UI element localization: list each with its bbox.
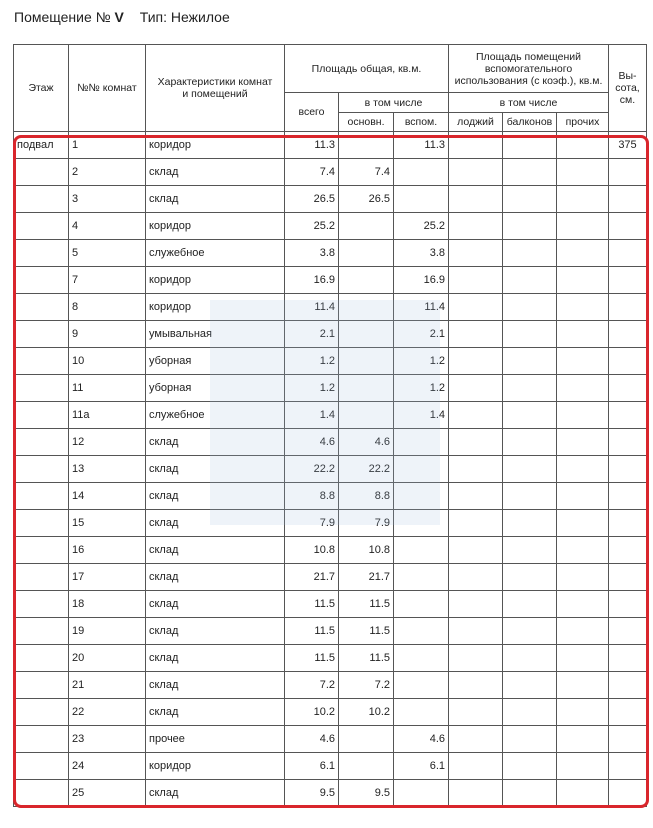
balconies-cell	[503, 159, 557, 186]
area-main-cell	[339, 267, 394, 294]
loggias-cell	[449, 780, 503, 807]
area-total-cell: 21.7	[285, 564, 339, 591]
floor-cell: подвал	[14, 132, 69, 159]
room-description-cell: коридор	[146, 132, 285, 159]
room-description-cell: склад	[146, 483, 285, 510]
area-aux-cell: 16.9	[394, 267, 449, 294]
table-row	[14, 159, 647, 186]
balconies-cell	[503, 537, 557, 564]
other-cell	[557, 321, 609, 348]
height-cell	[609, 348, 647, 375]
rooms-table	[13, 44, 647, 807]
loggias-cell	[449, 753, 503, 780]
other-cell	[557, 753, 609, 780]
loggias-cell	[449, 699, 503, 726]
balconies-cell	[503, 240, 557, 267]
area-main-cell: 9.5	[339, 780, 394, 807]
col-room-no-header: №№ комнат	[69, 45, 146, 132]
area-total-cell: 8.8	[285, 483, 339, 510]
loggias-cell	[449, 483, 503, 510]
area-total-cell: 25.2	[285, 213, 339, 240]
area-total-cell: 10.8	[285, 537, 339, 564]
other-cell	[557, 483, 609, 510]
area-aux-cell: 3.8	[394, 240, 449, 267]
table-row	[14, 483, 647, 510]
balconies-cell	[503, 321, 557, 348]
table-row	[14, 645, 647, 672]
area-main-cell: 4.6	[339, 429, 394, 456]
area-total-cell: 1.2	[285, 348, 339, 375]
area-main-cell: 8.8	[339, 483, 394, 510]
height-cell	[609, 780, 647, 807]
height-cell	[609, 591, 647, 618]
room-description-cell: склад	[146, 699, 285, 726]
area-total-cell: 22.2	[285, 456, 339, 483]
area-total-cell: 11.5	[285, 591, 339, 618]
area-total-cell: 6.1	[285, 753, 339, 780]
loggias-cell	[449, 294, 503, 321]
balconies-cell	[503, 375, 557, 402]
height-cell	[609, 699, 647, 726]
rooms-table-body	[14, 132, 647, 807]
area-aux-cell	[394, 510, 449, 537]
loggias-cell	[449, 510, 503, 537]
table-row	[14, 753, 647, 780]
other-cell	[557, 132, 609, 159]
room-description-cell: уборная	[146, 348, 285, 375]
area-main-cell	[339, 132, 394, 159]
other-cell	[557, 456, 609, 483]
table-row	[14, 618, 647, 645]
height-cell	[609, 267, 647, 294]
area-aux-cell: 11.4	[394, 294, 449, 321]
area-main-cell: 10.8	[339, 537, 394, 564]
other-cell	[557, 618, 609, 645]
height-cell	[609, 402, 647, 429]
area-main-cell: 7.4	[339, 159, 394, 186]
area-total-cell: 7.9	[285, 510, 339, 537]
other-cell	[557, 348, 609, 375]
loggias-cell	[449, 456, 503, 483]
table-row	[14, 240, 647, 267]
floor-cell	[14, 321, 69, 348]
area-main-cell	[339, 348, 394, 375]
area-aux-cell: 6.1	[394, 753, 449, 780]
col-main-header: основн.	[339, 113, 394, 132]
table-row	[14, 456, 647, 483]
area-main-cell	[339, 240, 394, 267]
room-description-cell: склад	[146, 591, 285, 618]
balconies-cell	[503, 618, 557, 645]
room-number-cell: 11	[69, 375, 146, 402]
room-number-cell: 15	[69, 510, 146, 537]
room-number-cell: 21	[69, 672, 146, 699]
area-main-cell: 7.2	[339, 672, 394, 699]
room-number-cell: 24	[69, 753, 146, 780]
other-cell	[557, 672, 609, 699]
area-aux-cell	[394, 429, 449, 456]
area-main-cell: 21.7	[339, 564, 394, 591]
room-number-cell: 3	[69, 186, 146, 213]
area-total-cell: 7.2	[285, 672, 339, 699]
area-aux-cell	[394, 618, 449, 645]
area-aux-cell: 2.1	[394, 321, 449, 348]
room-number-cell: 13	[69, 456, 146, 483]
height-cell	[609, 753, 647, 780]
other-cell	[557, 645, 609, 672]
floor-cell	[14, 510, 69, 537]
balconies-cell	[503, 483, 557, 510]
area-main-cell	[339, 294, 394, 321]
area-main-cell: 26.5	[339, 186, 394, 213]
balconies-cell	[503, 294, 557, 321]
area-total-cell: 11.5	[285, 618, 339, 645]
other-cell	[557, 375, 609, 402]
room-number-cell: 14	[69, 483, 146, 510]
area-total-cell: 3.8	[285, 240, 339, 267]
area-main-cell: 7.9	[339, 510, 394, 537]
height-cell	[609, 537, 647, 564]
floor-cell	[14, 429, 69, 456]
area-total-cell: 1.2	[285, 375, 339, 402]
height-cell	[609, 294, 647, 321]
height-cell	[609, 240, 647, 267]
area-aux-cell: 1.2	[394, 375, 449, 402]
room-description-cell: склад	[146, 510, 285, 537]
loggias-cell	[449, 240, 503, 267]
area-main-cell: 11.5	[339, 618, 394, 645]
room-number-cell: 11а	[69, 402, 146, 429]
document-title	[14, 9, 230, 25]
other-cell	[557, 186, 609, 213]
balconies-cell	[503, 564, 557, 591]
floor-cell	[14, 645, 69, 672]
area-main-cell: 11.5	[339, 591, 394, 618]
loggias-cell	[449, 159, 503, 186]
col-aux-area-header: Площадь помещений вспомогательного использования (с коэф.), кв.м.	[449, 45, 609, 93]
area-total-cell: 9.5	[285, 780, 339, 807]
height-cell	[609, 321, 647, 348]
col-height-header: Вы-сота, см.	[609, 45, 647, 132]
area-main-cell: 10.2	[339, 699, 394, 726]
table-row	[14, 375, 647, 402]
area-aux-cell	[394, 483, 449, 510]
balconies-cell	[503, 510, 557, 537]
height-cell	[609, 456, 647, 483]
balconies-cell	[503, 645, 557, 672]
room-description-cell: коридор	[146, 213, 285, 240]
table-row	[14, 591, 647, 618]
height-cell	[609, 375, 647, 402]
table-row	[14, 726, 647, 753]
table-row	[14, 429, 647, 456]
loggias-cell	[449, 186, 503, 213]
other-cell	[557, 402, 609, 429]
room-description-cell: склад	[146, 564, 285, 591]
table-row	[14, 294, 647, 321]
room-number-cell: 25	[69, 780, 146, 807]
area-aux-cell: 4.6	[394, 726, 449, 753]
area-total-cell: 4.6	[285, 429, 339, 456]
height-cell	[609, 213, 647, 240]
floor-cell	[14, 672, 69, 699]
col-balconies-header: балконов	[503, 113, 557, 132]
area-main-cell: 22.2	[339, 456, 394, 483]
area-total-cell: 7.4	[285, 159, 339, 186]
balconies-cell	[503, 267, 557, 294]
balconies-cell	[503, 780, 557, 807]
room-description-cell: уборная	[146, 375, 285, 402]
other-cell	[557, 510, 609, 537]
room-description-cell: склад	[146, 618, 285, 645]
room-number-cell: 5	[69, 240, 146, 267]
table-row	[14, 564, 647, 591]
table-row	[14, 699, 647, 726]
loggias-cell	[449, 213, 503, 240]
room-number-cell: 18	[69, 591, 146, 618]
col-loggias-header: лоджий	[449, 113, 503, 132]
loggias-cell	[449, 375, 503, 402]
table-row	[14, 213, 647, 240]
col-total-header: всего	[285, 93, 339, 132]
room-number-cell: 16	[69, 537, 146, 564]
loggias-cell	[449, 726, 503, 753]
room-description-cell: склад	[146, 186, 285, 213]
loggias-cell	[449, 537, 503, 564]
other-cell	[557, 267, 609, 294]
balconies-cell	[503, 132, 557, 159]
col-aux-header: вспом.	[394, 113, 449, 132]
floor-cell	[14, 483, 69, 510]
balconies-cell	[503, 186, 557, 213]
height-cell	[609, 564, 647, 591]
area-main-cell	[339, 375, 394, 402]
table-row	[14, 510, 647, 537]
other-cell	[557, 780, 609, 807]
floor-cell	[14, 186, 69, 213]
floor-cell	[14, 159, 69, 186]
table-row	[14, 780, 647, 807]
loggias-cell	[449, 132, 503, 159]
room-description-cell: склад	[146, 537, 285, 564]
room-description-cell: склад	[146, 159, 285, 186]
room-label: Помещение №	[14, 9, 111, 25]
floor-cell	[14, 267, 69, 294]
loggias-cell	[449, 618, 503, 645]
area-total-cell: 2.1	[285, 321, 339, 348]
table-row	[14, 267, 647, 294]
room-description-cell: коридор	[146, 753, 285, 780]
height-cell	[609, 483, 647, 510]
balconies-cell	[503, 429, 557, 456]
floor-cell	[14, 591, 69, 618]
area-aux-cell: 1.2	[394, 348, 449, 375]
floor-cell	[14, 294, 69, 321]
room-number-cell: 17	[69, 564, 146, 591]
room-number-cell: 20	[69, 645, 146, 672]
height-cell	[609, 645, 647, 672]
room-description-cell: склад	[146, 429, 285, 456]
floor-cell	[14, 618, 69, 645]
room-description-cell: коридор	[146, 267, 285, 294]
area-aux-cell: 25.2	[394, 213, 449, 240]
balconies-cell	[503, 402, 557, 429]
col-characteristics-header: Характеристики комнат и помещений	[146, 45, 285, 132]
room-description-cell: умывальная	[146, 321, 285, 348]
other-cell	[557, 159, 609, 186]
area-main-cell	[339, 726, 394, 753]
floor-cell	[14, 456, 69, 483]
room-description-cell: коридор	[146, 294, 285, 321]
height-cell	[609, 672, 647, 699]
height-cell	[609, 726, 647, 753]
table-row	[14, 132, 647, 159]
table-row	[14, 402, 647, 429]
room-description-cell: служебное	[146, 240, 285, 267]
area-total-cell: 10.2	[285, 699, 339, 726]
table-row	[14, 321, 647, 348]
area-total-cell: 11.3	[285, 132, 339, 159]
room-number-cell: 8	[69, 294, 146, 321]
room-number-cell: 23	[69, 726, 146, 753]
area-aux-cell	[394, 672, 449, 699]
balconies-cell	[503, 213, 557, 240]
other-cell	[557, 240, 609, 267]
col-floor-header: Этаж	[14, 45, 69, 132]
room-number-cell: 10	[69, 348, 146, 375]
room-number-cell: 9	[69, 321, 146, 348]
balconies-cell	[503, 672, 557, 699]
area-total-cell: 11.5	[285, 645, 339, 672]
room-description-cell: склад	[146, 780, 285, 807]
room-number-cell: 2	[69, 159, 146, 186]
type-label: Тип:	[139, 9, 168, 25]
loggias-cell	[449, 267, 503, 294]
area-total-cell: 16.9	[285, 267, 339, 294]
area-aux-cell	[394, 699, 449, 726]
area-aux-cell	[394, 456, 449, 483]
area-aux-cell	[394, 537, 449, 564]
loggias-cell	[449, 402, 503, 429]
area-main-cell	[339, 321, 394, 348]
area-main-cell: 11.5	[339, 645, 394, 672]
room-number-cell: 22	[69, 699, 146, 726]
loggias-cell	[449, 321, 503, 348]
room-description-cell: служебное	[146, 402, 285, 429]
loggias-cell	[449, 645, 503, 672]
height-cell	[609, 618, 647, 645]
floor-cell	[14, 753, 69, 780]
area-total-cell: 26.5	[285, 186, 339, 213]
other-cell	[557, 726, 609, 753]
room-number-cell: 7	[69, 267, 146, 294]
area-aux-cell	[394, 564, 449, 591]
floor-cell	[14, 699, 69, 726]
balconies-cell	[503, 456, 557, 483]
table-row	[14, 537, 647, 564]
room-description-cell: склад	[146, 672, 285, 699]
other-cell	[557, 429, 609, 456]
other-cell	[557, 537, 609, 564]
area-total-cell: 4.6	[285, 726, 339, 753]
loggias-cell	[449, 591, 503, 618]
floor-cell	[14, 780, 69, 807]
area-total-cell: 11.4	[285, 294, 339, 321]
area-aux-cell	[394, 186, 449, 213]
room-number-cell: 12	[69, 429, 146, 456]
floor-cell	[14, 240, 69, 267]
room-number-cell: 4	[69, 213, 146, 240]
other-cell	[557, 213, 609, 240]
loggias-cell	[449, 672, 503, 699]
room-description-cell: склад	[146, 456, 285, 483]
floor-cell	[14, 564, 69, 591]
room-number-cell: 19	[69, 618, 146, 645]
col-other-header: прочих	[557, 113, 609, 132]
area-main-cell	[339, 753, 394, 780]
area-aux-cell: 1.4	[394, 402, 449, 429]
table-row	[14, 672, 647, 699]
area-aux-cell	[394, 780, 449, 807]
height-cell	[609, 186, 647, 213]
loggias-cell	[449, 348, 503, 375]
table-row	[14, 348, 647, 375]
other-cell	[557, 564, 609, 591]
other-cell	[557, 294, 609, 321]
col-area-total-header: Площадь общая, кв.м.	[285, 45, 449, 93]
floor-cell	[14, 375, 69, 402]
height-cell: 375	[609, 132, 647, 159]
other-cell	[557, 591, 609, 618]
area-main-cell	[339, 213, 394, 240]
balconies-cell	[503, 591, 557, 618]
room-description-cell: склад	[146, 645, 285, 672]
area-aux-cell: 11.3	[394, 132, 449, 159]
floor-cell	[14, 213, 69, 240]
balconies-cell	[503, 699, 557, 726]
other-cell	[557, 699, 609, 726]
room-description-cell: прочее	[146, 726, 285, 753]
floor-cell	[14, 537, 69, 564]
height-cell	[609, 510, 647, 537]
loggias-cell	[449, 429, 503, 456]
area-aux-cell	[394, 645, 449, 672]
height-cell	[609, 429, 647, 456]
table-row	[14, 186, 647, 213]
floor-cell	[14, 402, 69, 429]
balconies-cell	[503, 726, 557, 753]
floor-cell	[14, 348, 69, 375]
room-number: V	[114, 9, 124, 25]
room-number-cell: 1	[69, 132, 146, 159]
area-main-cell	[339, 402, 394, 429]
col-including2-header: в том числе	[449, 93, 609, 113]
col-including-header: в том числе	[339, 93, 449, 113]
area-aux-cell	[394, 591, 449, 618]
balconies-cell	[503, 753, 557, 780]
area-aux-cell	[394, 159, 449, 186]
type-value: Нежилое	[170, 9, 230, 25]
area-total-cell: 1.4	[285, 402, 339, 429]
floor-cell	[14, 726, 69, 753]
loggias-cell	[449, 564, 503, 591]
balconies-cell	[503, 348, 557, 375]
height-cell	[609, 159, 647, 186]
